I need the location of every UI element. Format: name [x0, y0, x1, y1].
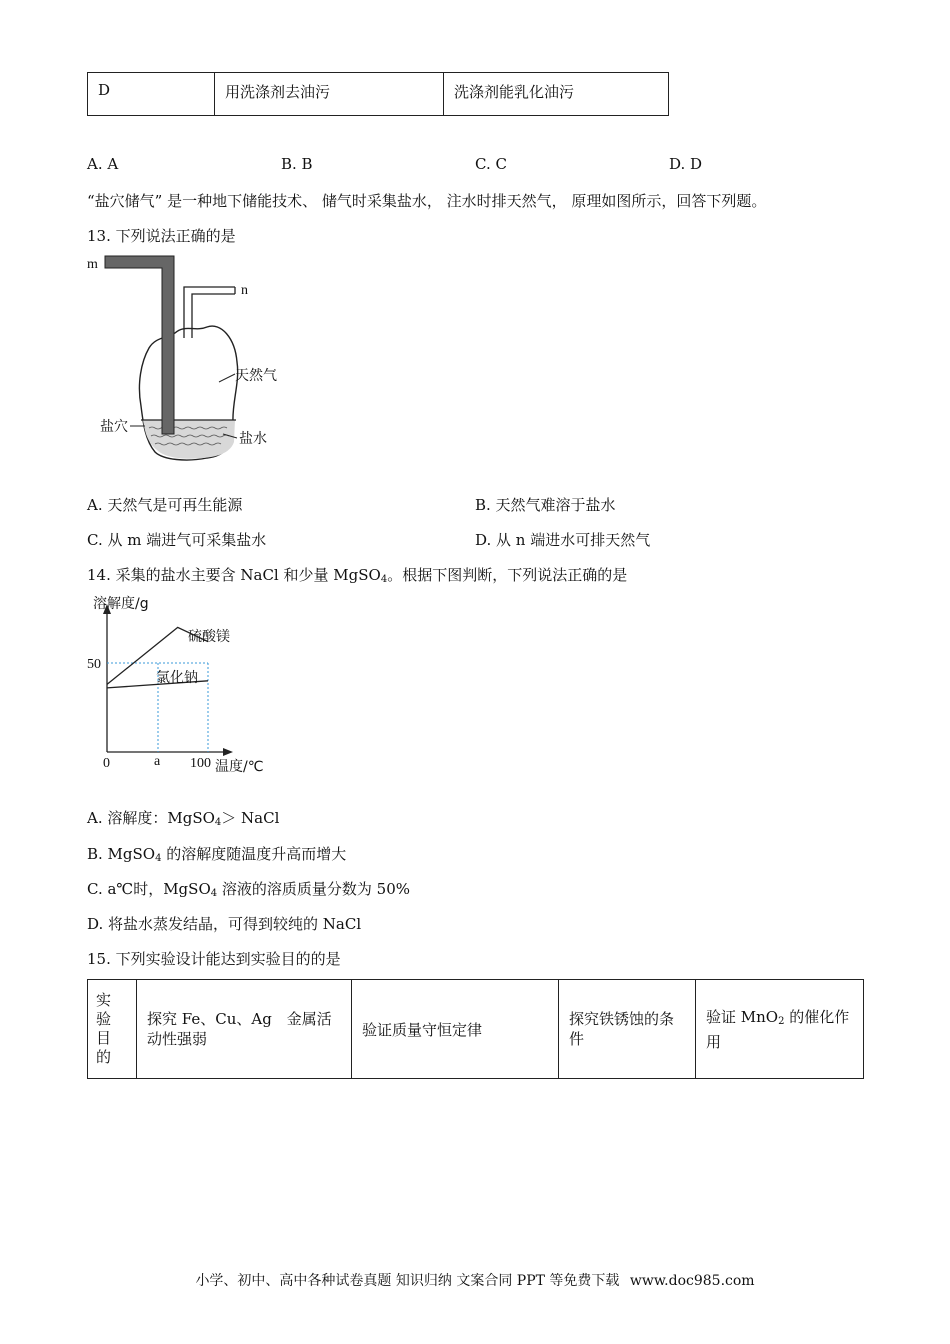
footer-text: 小学、初中、高中各种试卷真题 知识归纳 文案合同 PPT 等免费下载	[195, 1273, 620, 1289]
x-tick-100: 100	[190, 756, 211, 771]
table-cell: 验证 MnO$_2$ 的催化作用	[696, 980, 864, 1079]
footer-link[interactable]: www.doc985.com	[629, 1273, 755, 1289]
table-cell: D	[88, 73, 215, 116]
label-m: m	[87, 257, 98, 272]
q14-option-b: B. MgSO$_4$ 的溶解度随温度升高而增大	[87, 845, 347, 864]
table-header-cell: 实验目的	[88, 980, 137, 1079]
q13-option-c: C. 从 m 端进气可采集盐水	[87, 531, 267, 549]
answer-table-top	[87, 72, 669, 116]
option-d: D. D	[669, 155, 703, 173]
pipe-n	[184, 287, 235, 338]
x-axis-arrow	[223, 748, 233, 756]
x-tick-a: a	[154, 754, 161, 769]
solubility-chart	[85, 590, 285, 780]
q15-stem: 15. 下列实验设计能达到实验目的的是	[87, 950, 341, 968]
series-label-mgso4: 硫酸镁	[188, 629, 230, 645]
x-tick-0: 0	[103, 756, 110, 771]
experiment-table	[87, 979, 864, 1079]
y-axis-label: 溶解度/g	[93, 596, 149, 612]
table-cell: 洗涤剂能乳化油污	[444, 73, 669, 116]
label-brine: 盐水	[239, 431, 267, 447]
option-a: A. A	[87, 155, 119, 173]
table-cell: 探究铁锈蚀的条件	[559, 980, 696, 1079]
label-cave: 盐穴	[100, 419, 128, 435]
y-tick-50: 50	[87, 657, 101, 672]
label-n: n	[241, 283, 248, 298]
intro-paragraph: “盐穴储气” 是一种地下储能技术、 储气时采集盐水， 注水时排天然气， 原理如图所示，回答下列题。	[87, 192, 767, 210]
q13-option-a: A. 天然气是可再生能源	[87, 496, 243, 514]
salt-cave-diagram	[85, 252, 315, 467]
option-c: C. C	[475, 155, 507, 173]
q14-option-a: A. 溶解度：MgSO$_4$＞ NaCl	[87, 809, 280, 828]
table-cell: 用洗涤剂去油污	[215, 73, 444, 116]
label-gas: 天然气	[235, 368, 277, 384]
q14-stem: 14. 采集的盐水主要含 NaCl 和少量 MgSO$_4$。根据下图判断，下列说法正确的是	[87, 566, 628, 585]
q13-option-d: D. 从 n 端进水可排天然气	[475, 531, 651, 549]
q13-stem: 13. 下列说法正确的是	[87, 227, 236, 245]
q14-option-d: D. 将盐水蒸发结晶，可得到较纯的 NaCl	[87, 915, 362, 933]
pipe-m	[105, 256, 174, 434]
q14-option-c: C. a℃时，MgSO$_4$ 溶液的溶质质量分数为 50%	[87, 880, 411, 899]
table-cell: 探究 Fe、Cu、Ag 金属活动性强弱	[137, 980, 352, 1079]
option-b: B. B	[281, 155, 313, 173]
table-cell: 验证质量守恒定律	[352, 980, 559, 1079]
q13-option-b: B. 天然气难溶于盐水	[475, 496, 616, 514]
leader-gas	[219, 374, 235, 382]
x-axis-label: 温度/℃	[215, 759, 264, 775]
series-label-nacl: 氯化钠	[156, 670, 198, 686]
page-footer	[0, 1270, 950, 1290]
